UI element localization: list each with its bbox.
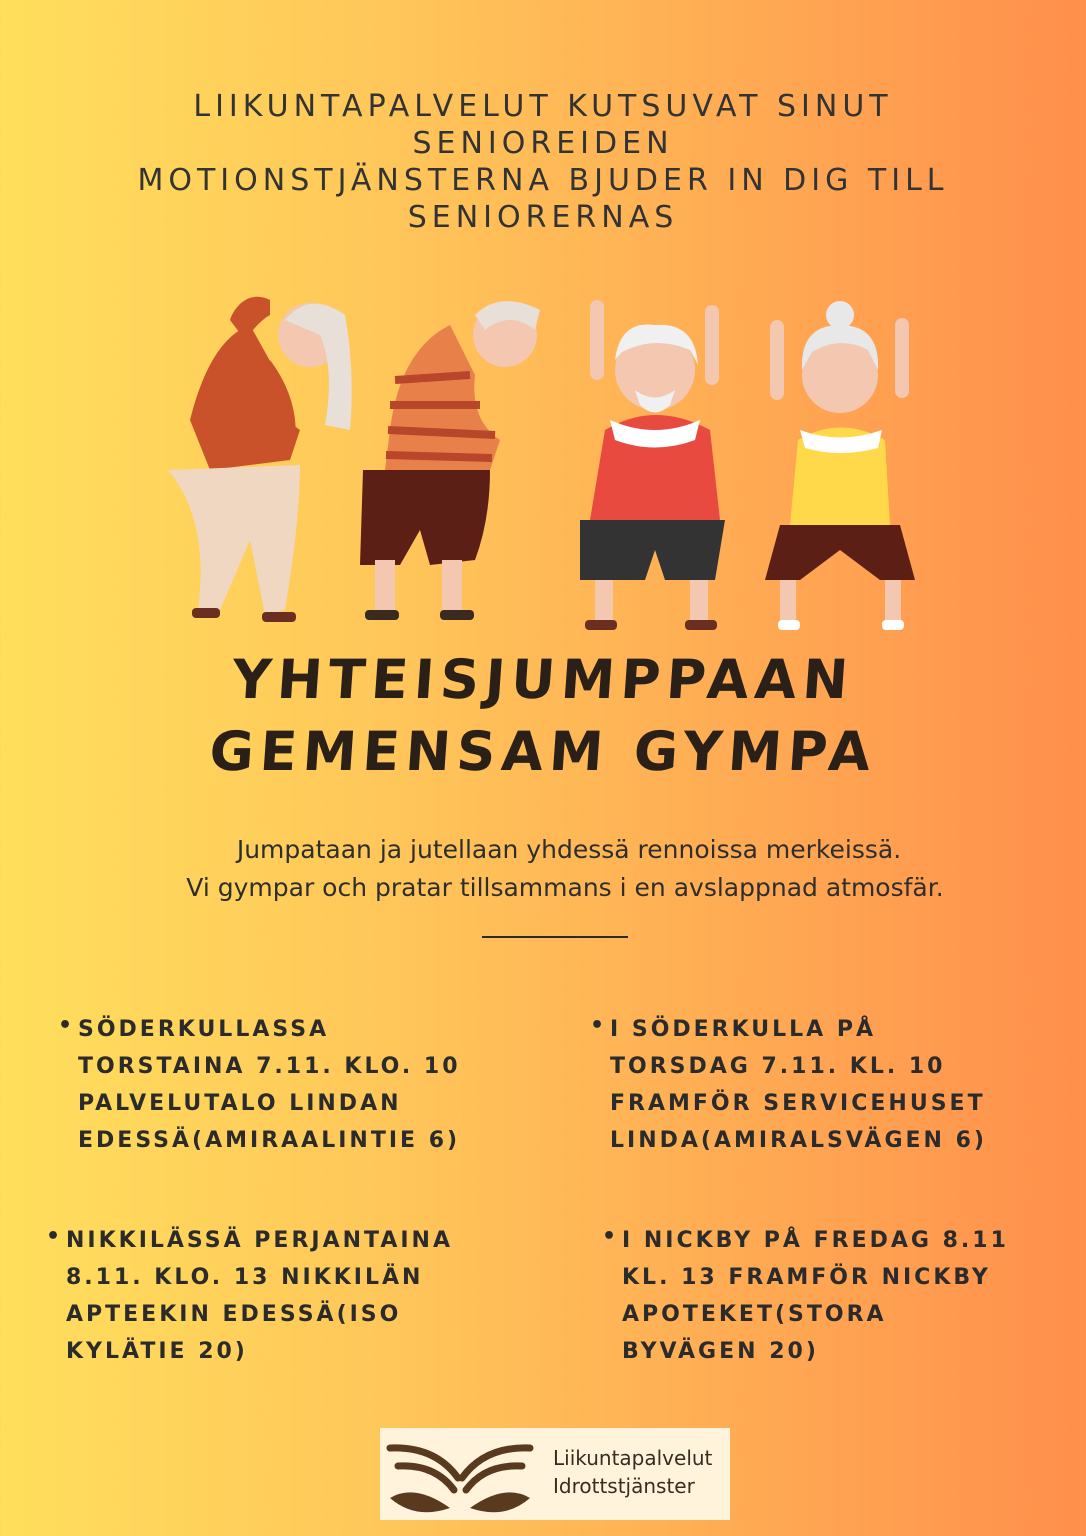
logo-text [553,1444,712,1500]
event-line: SÖDERKULLASSA [78,1017,330,1042]
event-sv-nickby [622,1222,1009,1370]
bullet-icon: • [602,1224,617,1249]
event-line: TORSTAINA 7.11. KLO. 10 [78,1054,461,1079]
event-line: PALVELUTALO LINDAN [78,1091,402,1116]
event-line: APOTEKET(STORA [622,1302,887,1327]
event-line: EDESSÄ(AMIRAALINTIE 6) [78,1128,461,1153]
senior-figure-4 [765,301,915,630]
bullet-icon: • [46,1224,61,1249]
logo-text-finnish: Liikuntapalvelut [553,1446,713,1470]
seniors-exercising-illustration [150,280,940,640]
event-line: 8.11. KLO. 13 NIKKILÄN [66,1265,424,1290]
event-line: APTEEKIN EDESSÄ(ISO [66,1302,402,1327]
event-line: KL. 13 FRAMFÖR NICKBY [622,1265,991,1290]
header-line: SENIOREIDEN [412,126,674,161]
logo-text-swedish: Idrottstjänster [553,1474,695,1498]
event-line: I SÖDERKULLA PÅ [610,1017,877,1042]
event-line: LINDA(AMIRALSVÄGEN 6) [610,1128,987,1153]
leaf-wings-logo-icon [380,1428,540,1520]
organization-logo [380,1428,730,1520]
event-fi-soderkulla [78,1011,461,1159]
header-line: LIIKUNTAPALVELUT KUTSUVAT SINUT [193,89,893,124]
event-line: FRAMFÖR SERVICEHUSET [610,1091,986,1116]
event-line: TORSDAG 7.11. KL. 10 [610,1054,946,1079]
event-line: KYLÄTIE 20) [66,1339,248,1364]
divider [482,936,628,938]
event-line: NIKKILÄSSÄ PERJANTAINA [66,1228,453,1253]
subtitle-swedish: Vi gympar och pratar tillsammans i en avslappnad atmosfär. [186,873,944,902]
event-line: I NICKBY PÅ FREDAG 8.11 [622,1228,1009,1253]
header-line: MOTIONSTJÄNSTERNA BJUDER IN DIG TILL [137,163,949,198]
title-finnish: YHTEISJUMPPAAN [229,648,857,711]
header-invitation [60,88,1026,236]
event-line: BYVÄGEN 20) [622,1339,819,1364]
event-sv-soderkulla [610,1011,987,1159]
senior-figure-1 [168,297,352,622]
event-fi-nikkila [66,1222,453,1370]
subtitle-finnish: Jumpataan ja jutellaan yhdessä rennoissa merkeissä. [236,835,902,864]
bullet-icon: • [58,1013,73,1038]
senior-figure-3 [580,300,725,630]
senior-figure-2 [360,301,540,620]
bullet-icon: • [590,1013,605,1038]
header-line: SENIORERNAS [407,200,679,235]
title-swedish: GEMENSAM GYMPA [207,720,879,783]
